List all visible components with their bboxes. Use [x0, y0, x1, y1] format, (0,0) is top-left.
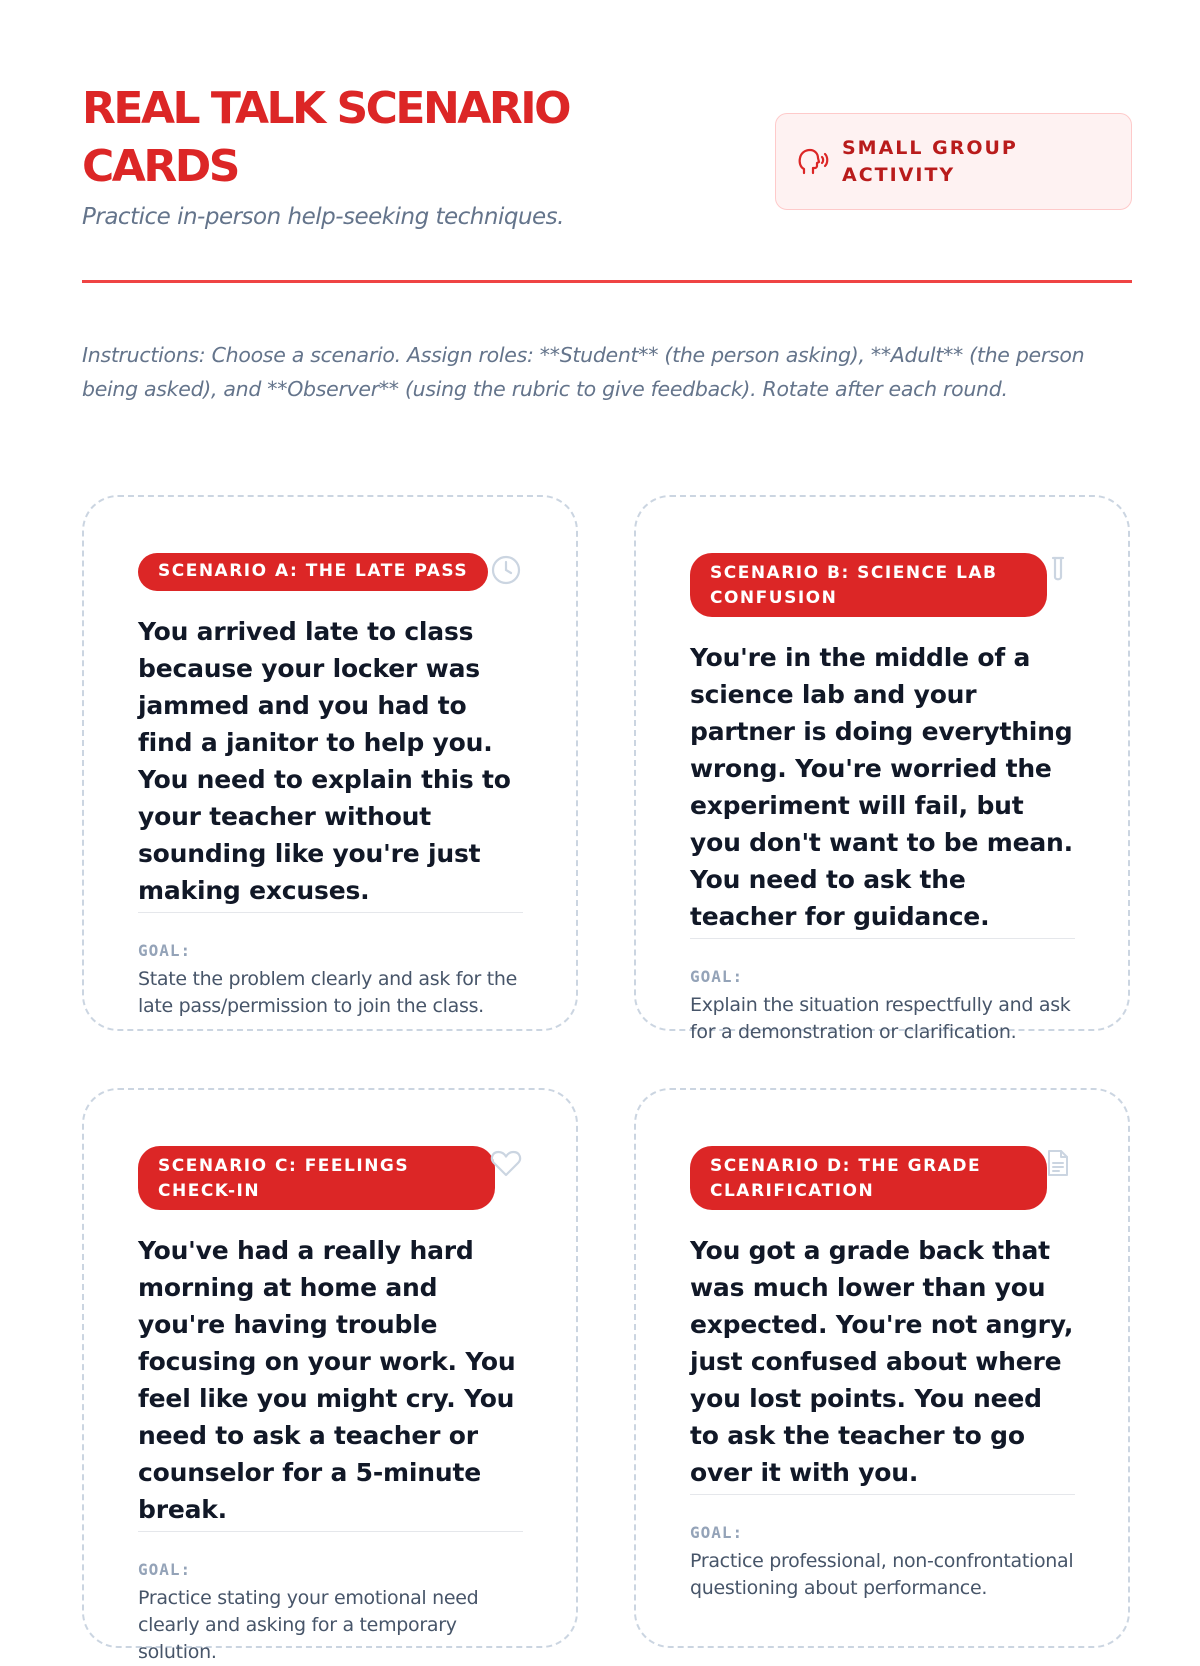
goal-text: Practice stating your emotional need clearly and asking for a temporary solution.	[138, 1587, 479, 1663]
goal-text: State the problem clearly and ask for the late pass/permission to join the class.	[138, 968, 518, 1017]
clock-icon	[489, 553, 523, 587]
scenario-card-b	[634, 495, 1130, 1043]
test-tube-icon	[1041, 553, 1075, 587]
scenario-card-d	[634, 1088, 1130, 1648]
speaking-head-icon	[796, 144, 832, 180]
goal-label: GOAL:	[690, 1523, 744, 1542]
scenario-label: SCENARIO D: THE GRADE CLARIFICATION	[690, 1146, 1047, 1210]
scenario-label: SCENARIO A: THE LATE PASS	[138, 553, 488, 591]
instructions: Instructions: Choose a scenario. Assign roles: **Student** (the person asking), **Adult** (the person being asked), and **Observer** (using the rubric to give feedback). Rotate after each round.	[82, 343, 1085, 401]
scenario-text: You've had a really hard morning at home and you're having trouble focusing on your work. You feel like you might cry. You need to ask a teacher or counselor for a 5-minute break.	[138, 1232, 523, 1532]
heart-icon	[489, 1146, 523, 1180]
activity-badge-label: SMALL GROUP ACTIVITY	[842, 136, 1018, 186]
scenario-text: You're in the middle of a science lab and your partner is doing everything wrong. You're worried the experiment will fail, but you don't want to be mean. You need to ask the teacher for guidance.	[690, 639, 1075, 939]
goal-label: GOAL:	[138, 941, 192, 960]
document-icon	[1041, 1146, 1075, 1180]
goal-text: Explain the situation respectfully and ask for a demonstration or clarification.	[690, 994, 1071, 1043]
scenario-label: SCENARIO C: FEELINGS CHECK-IN	[138, 1146, 495, 1210]
scenario-text: You arrived late to class because your locker was jammed and you had to find a janitor to help you. You need to explain this to your teacher without sounding like you're just making excuses.	[138, 613, 523, 913]
scenario-label: SCENARIO B: SCIENCE LAB CONFUSION	[690, 553, 1047, 617]
goal-text: Practice professional, non-confrontational questioning about performance.	[690, 1550, 1074, 1599]
scenario-text: You got a grade back that was much lower than you expected. You're not angry, just confused about where you lost points. You need to ask the teacher to go over it with you.	[690, 1232, 1075, 1495]
header-divider	[82, 280, 1132, 283]
page-subtitle: Practice in-person help-seeking techniques.	[82, 204, 564, 230]
scenario-card-a	[82, 495, 578, 1031]
page-header	[82, 80, 1132, 230]
goal-label: GOAL:	[690, 967, 744, 986]
page-title: REAL TALK SCENARIO CARDS	[82, 83, 570, 192]
activity-badge	[775, 113, 1132, 210]
scenario-card-c	[82, 1088, 578, 1663]
goal-label: GOAL:	[138, 1560, 192, 1579]
